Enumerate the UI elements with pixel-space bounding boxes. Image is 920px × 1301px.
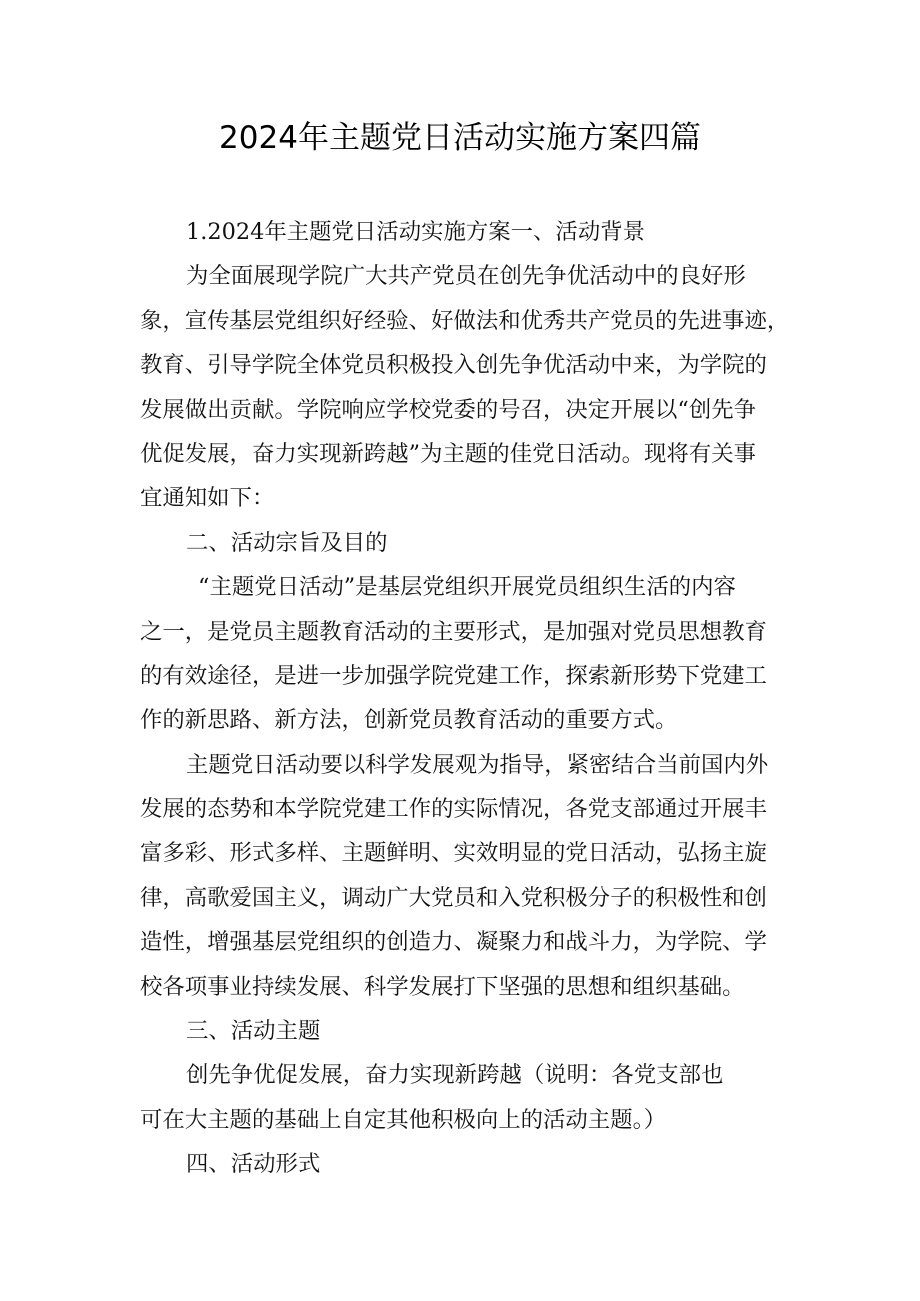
text-line: 律，高歌爱国主义，调动广大党员和入党积极分子的积极性和创	[140, 884, 767, 911]
text-line: 1.2024年主题党日活动实施方案一、活动背景	[186, 219, 645, 245]
text-line: 为全面展现学院广大共产党员在创先争优活动中的良好形	[186, 263, 746, 290]
text-line: 之一，是党员主题教育活动的主要形式，是加强对党员思想教育	[140, 618, 767, 645]
text-line: 象，宣传基层党组织好经验、好做法和优秀共产党员的先进事迹，	[140, 307, 790, 334]
text-line: 校各项事业持续发展、科学发展打下坚强的思想和组织基础。	[140, 973, 745, 1000]
text-line: 作的新思路、新方法，创新党员教育活动的重要方式。	[140, 707, 678, 734]
text-line: 发展做出贡献。学院响应学校党委的号召，决定开展以“创先争	[140, 396, 756, 423]
text-line: 三、活动主题	[186, 1018, 321, 1045]
text-line: 四、活动形式	[186, 1151, 321, 1178]
text-line: 宜通知如下：	[140, 485, 275, 512]
text-line: 二、活动宗旨及目的	[186, 529, 388, 556]
text-line: 造性，增强基层党组织的创造力、凝聚力和战斗力，为学院、学	[140, 929, 767, 956]
text-line: 主题党日活动要以科学发展观为指导，紧密结合当前国内外	[186, 751, 769, 778]
document-body	[140, 210, 790, 1187]
text-line: 发展的态势和本学院党建工作的实际情况，各党支部通过开展丰	[140, 796, 767, 823]
document-title: 2024年主题党日活动实施方案四篇	[219, 120, 701, 156]
text-line: 优促发展，奋力实现新跨越”为主题的佳党日活动。现将有关事	[140, 440, 756, 467]
text-line: 可在大主题的基础上自定其他积极向上的活动主题。）	[140, 1106, 667, 1133]
text-line: 的有效途径，是进一步加强学院党建工作，探索新形势下党建工	[140, 662, 767, 689]
text-line: “主题党日活动”是基层党组织开展党员组织生活的内容	[198, 574, 736, 601]
text-line: 教育、引导学院全体党员积极投入创先争优活动中来，为学院的	[140, 352, 767, 379]
text-line: 创先争优促发展，奋力实现新跨越（说明：各党支部也	[186, 1062, 724, 1089]
text-line: 富多彩、形式多样、主题鲜明、实效明显的党日活动，弘扬主旋	[140, 840, 767, 867]
